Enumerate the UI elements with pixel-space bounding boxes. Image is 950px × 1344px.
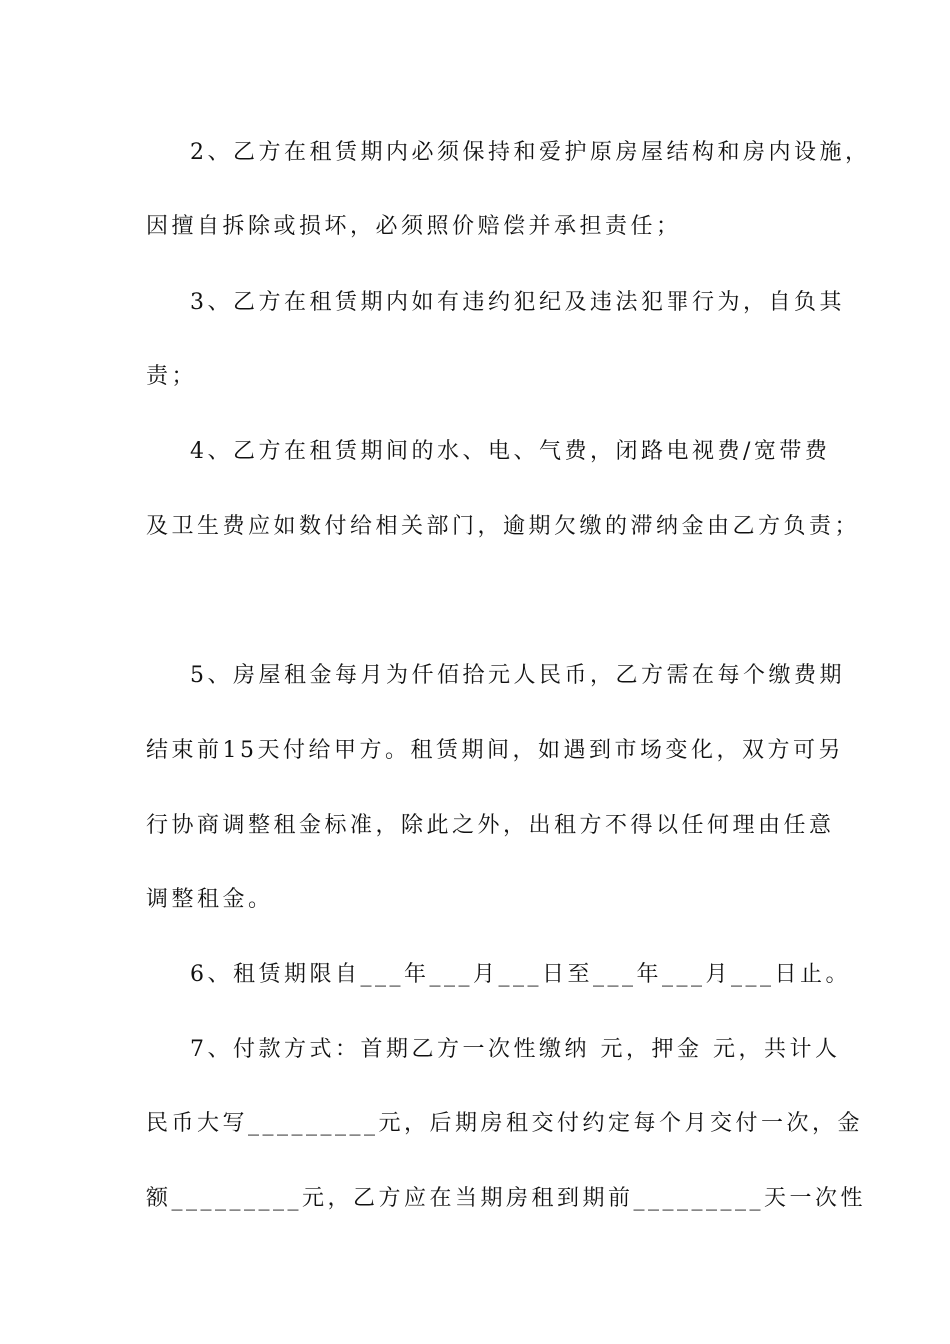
- clause-4-line-1: 4、乙方在租赁期间的水、电、气费，闭路电视费/宽带费: [190, 439, 831, 464]
- clause-3-line-1: 3、乙方在租赁期内如有违约犯纪及违法犯罪行为，自负其: [190, 290, 845, 315]
- clause-5-line-4: 调整租金。: [146, 887, 274, 912]
- clause-3-line-2: 责；: [146, 364, 198, 389]
- clause-7-line-3: 额_________元，乙方应在当期房租到期前_________天一次性: [146, 1186, 867, 1211]
- clause-5-line-1: 5、房屋租金每月为仟佰拾元人民币，乙方需在每个缴费期: [190, 663, 845, 688]
- clause-7-line-2: 民币大写_________元，后期房租交付约定每个月交付一次，金: [146, 1111, 864, 1136]
- clause-4-line-2: 及卫生费应如数付给相关部门，逾期欠缴的滞纳金由乙方负责；: [146, 514, 861, 539]
- clause-2-line-1: 2、乙方在租赁期内必须保持和爱护原房屋结构和房内设施，: [190, 140, 871, 165]
- clause-7-line-1: 7、付款方式：首期乙方一次性缴纳 元，押金 元，共计人: [190, 1037, 841, 1062]
- clause-2-line-2: 因擅自拆除或损坏，必须照价赔偿并承担责任；: [146, 214, 682, 239]
- clause-5-line-3: 行协商调整租金标准，除此之外，出租方不得以任何理由任意: [146, 813, 835, 838]
- clause-5-line-2: 结束前15天付给甲方。租赁期间，如遇到市场变化，双方可另: [146, 738, 844, 763]
- clause-6-line-1: 6、租赁期限自___年___月___日至___年___月___日止。: [190, 962, 851, 987]
